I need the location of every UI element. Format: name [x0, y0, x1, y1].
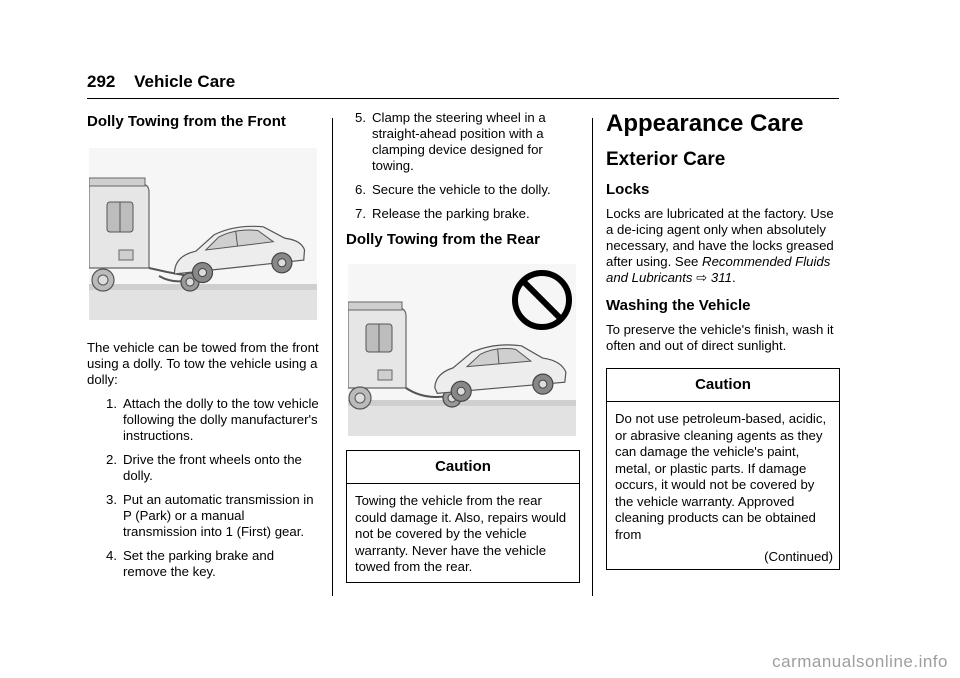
- caution-box-cleaning: [606, 368, 840, 570]
- page-ref-number: 311: [710, 270, 732, 285]
- caution-box-rear-tow: [346, 450, 580, 583]
- caution-title: Caution: [347, 451, 579, 484]
- cross-reference-link[interactable]: Recommended Fluids and Lubricants: [606, 254, 831, 285]
- rear-dolly-illustration: [348, 264, 576, 436]
- list-item: 6. Secure the vehicle to the dolly.: [355, 182, 551, 197]
- watermark: carmanualsonline.info: [772, 652, 948, 671]
- intro-paragraph: The vehicle can be towed from the front using a dolly. To tow the vehicle using a dolly:: [87, 340, 319, 387]
- heading-exterior-care: Exterior Care: [606, 149, 726, 170]
- locks-paragraph: Locks are lubricated at the factory. Use a de-icing agent only when absolutely necessary, and have the locks greased after using. See Recommended Fluids and Lubricants ⇨ 311.: [606, 206, 834, 285]
- page-ref-icon: ⇨: [696, 270, 708, 285]
- column-2: [346, 110, 580, 583]
- continued-label: (Continued): [764, 549, 833, 564]
- column-3: [606, 110, 840, 570]
- heading-dolly-front: Dolly Towing from the Front: [87, 113, 286, 130]
- column-divider-2: [592, 118, 593, 596]
- list-item: 5. Clamp the steering wheel in a straight-ahead position with a clamping device designed for towing.: [355, 110, 546, 173]
- list-item: 7. Release the parking brake.: [355, 206, 530, 221]
- list-item: 1. Attach the dolly to the tow vehicle following the dolly manufacturer's instructions.: [106, 396, 319, 443]
- heading-locks: Locks: [606, 181, 650, 198]
- header-rule: [87, 98, 839, 99]
- heading-dolly-rear: Dolly Towing from the Rear: [346, 231, 540, 248]
- washing-paragraph: To preserve the vehicle's finish, wash it often and out of direct sunlight.: [606, 322, 834, 353]
- page-number: 292: [87, 72, 116, 91]
- front-steps-list-continued: [342, 110, 580, 222]
- heading-washing: Washing the Vehicle: [606, 297, 751, 314]
- caution-title: Caution: [607, 369, 839, 402]
- list-item: 2. Drive the front wheels onto the dolly.: [106, 452, 302, 483]
- front-steps-list: [93, 396, 319, 580]
- front-dolly-illustration: [89, 148, 317, 320]
- page-header: [87, 72, 235, 92]
- heading-appearance-care: Appearance Care: [606, 110, 804, 137]
- caution-body: Towing the vehicle from the rear could damage it. Also, repairs would not be covered by the vehicle warranty. Never have the vehicle towed from the rear.: [355, 493, 567, 574]
- section-title: Vehicle Care: [134, 72, 236, 91]
- column-divider-1: [332, 118, 333, 596]
- list-item: 3. Put an automatic transmission in P (Park) or a manual transmission into 1 (First) gear.: [106, 492, 314, 539]
- column-1: [87, 110, 319, 588]
- caution-body: Do not use petroleum-based, acidic, or abrasive cleaning agents as they can damage the vehicle's paint, metal, or plastic parts. If damage occurs, it would not be covered by the vehicle warranty. Approved cleaning products can be obtained from: [615, 411, 827, 542]
- list-item: 4. Set the parking brake and remove the key.: [106, 548, 275, 579]
